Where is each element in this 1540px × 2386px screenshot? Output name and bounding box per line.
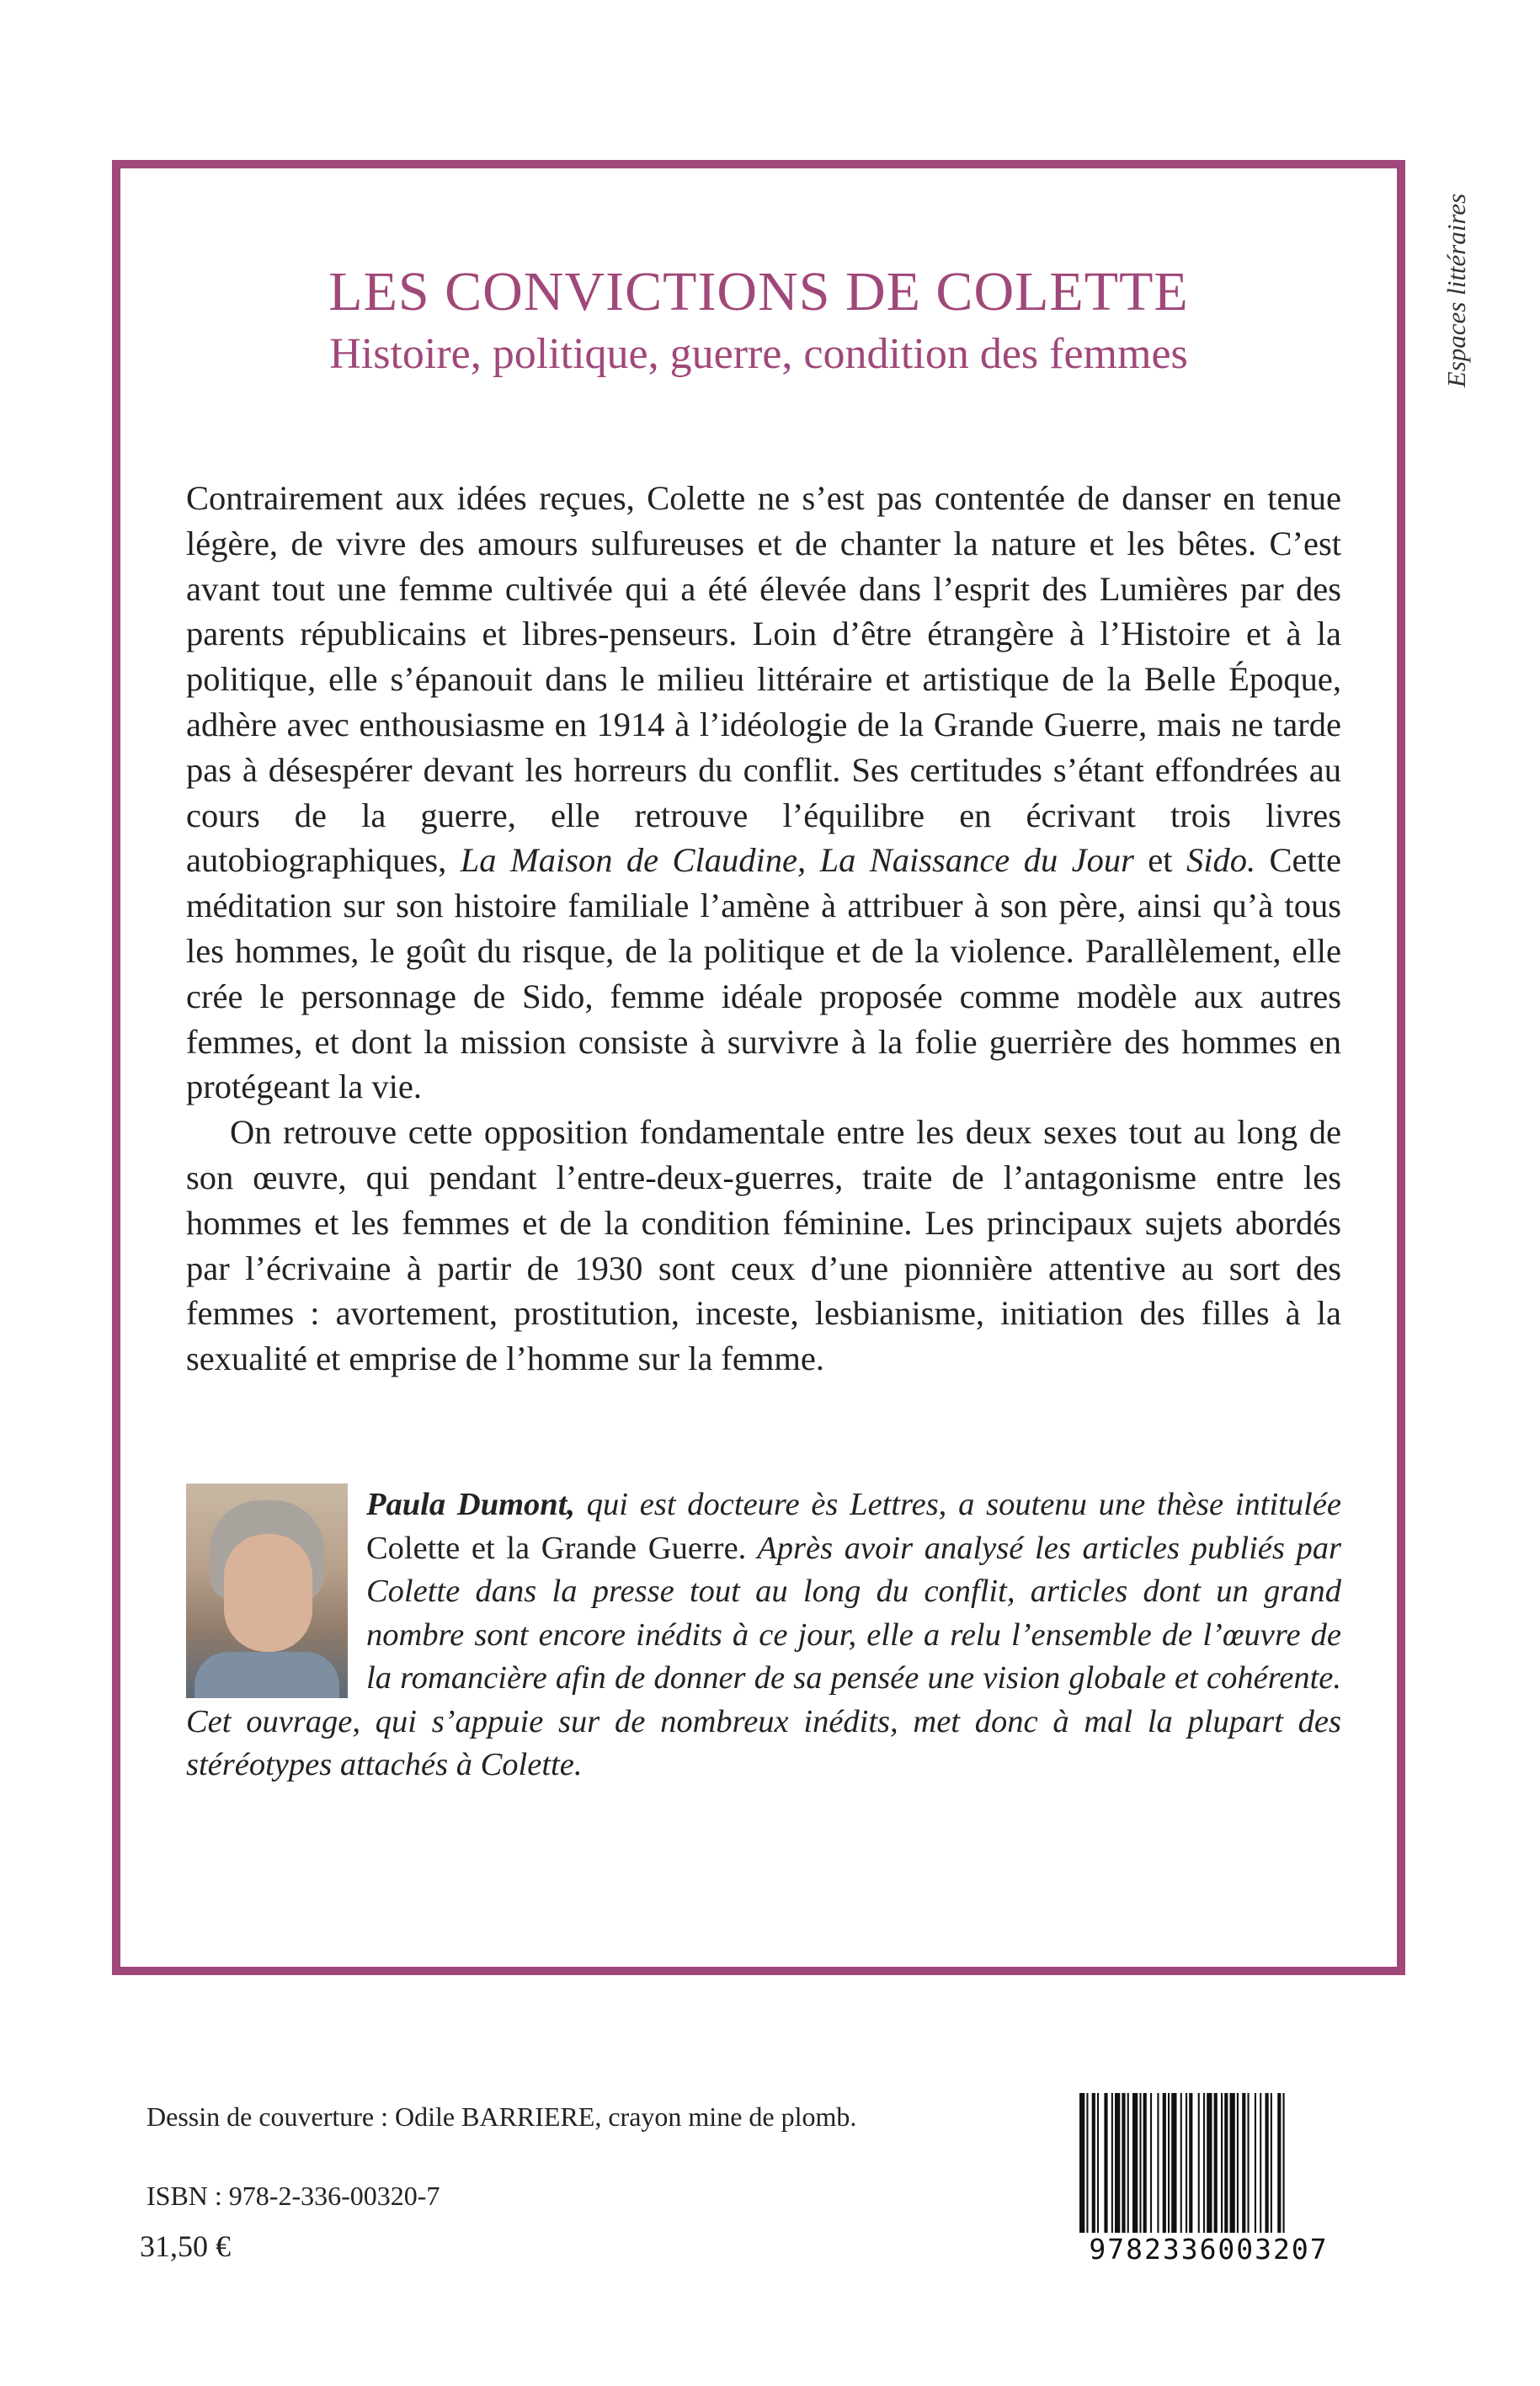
author-text: qui est docteure ès Lettres, a soutenu une thèse intitulée (575, 1487, 1342, 1522)
blurb-paragraph-1 (186, 476, 1341, 1110)
barcode-bar (1132, 2093, 1138, 2234)
barcode-bar (1186, 2093, 1187, 2234)
author-name: Paula Dumont, (366, 1487, 576, 1522)
barcode (1076, 2093, 1341, 2271)
barcode-bar (1122, 2093, 1125, 2234)
book-titles: La Maison de Claudine, La Naissance du Jour (460, 841, 1134, 880)
book-title-sido: Sido. (1186, 841, 1256, 880)
blurb (186, 476, 1341, 1382)
barcode-bar (1242, 2093, 1245, 2234)
barcode-bar (1198, 2093, 1200, 2234)
spine-series-label (1431, 160, 1482, 421)
price: 31,50 € (140, 2229, 231, 2263)
cover-credit: Dessin de couverture : Odile BARRIERE, crayon mine de plomb. (147, 2101, 857, 2132)
barcode-bar (1115, 2093, 1120, 2234)
author-photo (186, 1483, 348, 1698)
barcode-bar (1214, 2093, 1218, 2234)
barcode-bar (1207, 2093, 1212, 2234)
barcode-bar (1180, 2093, 1182, 2234)
barcode-bar (1224, 2093, 1228, 2234)
barcode-bar (1143, 2093, 1147, 2234)
barcode-bar (1271, 2093, 1272, 2234)
book-subtitle: Histoire, politique, guerre, condition des femmes (329, 330, 1188, 378)
author-bio (186, 1483, 1341, 1787)
blurb-text: Cette méditation sur son histoire familiale l’amène à attribuer à son père, ainsi qu’à tous les hommes, le goût du risque, de la politique et de la violence. Parallèlement, elle crée le personnage de Sido, femme idéale proposée comme modèle aux autres femmes, et dont la mission consiste à survivre à la folie guerrière des hommes en protégeant la vie. (186, 841, 1342, 1106)
barcode-bar (1092, 2093, 1095, 2234)
barcode-bar (1203, 2093, 1205, 2234)
barcode-bar (1097, 2093, 1099, 2234)
blurb-text: Contrairement aux idées reçues, Colette ne s’est pas contentée de danser en tenue légère, de vivre des amours sulfureuses et de chanter la nature et les bêtes. C’est avant tout une femme cultivée qui a été élevée dans l’esprit des Lumières par des parents républicains et libres-penseurs. Loin d’être étrangère à l’Histoire et à la politique, elle s’épanouit dans le milieu littéraire et artistique de la Belle Époque, adhère avec enthousiasme en 1914 à l’idéologie de la Grande Guerre, mais ne tarde pas à désespérer devant les horreurs du conflit. Ses certitudes s’étant effondrées au cours de la guerre, elle retrouve l’équilibre en écrivant trois livres autobiographiques, (186, 479, 1341, 880)
barcode-bar (1171, 2093, 1176, 2234)
barcode-bar (1237, 2093, 1239, 2234)
cover-frame (112, 160, 1405, 1975)
barcode-bar (1168, 2093, 1170, 2234)
barcode-bar (1086, 2093, 1088, 2234)
barcode-bar (1248, 2093, 1250, 2234)
barcode-bar (1221, 2093, 1223, 2234)
author-text: Après avoir analysé les articles publiés par Colette dans la presse tout au long du conflit, articles dont un grand nombre sont encore inédits à ce jour, elle a relu l’ensemble de l’œuvre de la romancière afin de donner de sa pensée une vision globale et cohérente. Cet ouvrage, qui s’appuie sur de nombreux inédits, met donc à mal la plupart des stéréotypes attachés à Colette. (186, 1530, 1342, 1782)
blurb-paragraph-2: On retrouve cette opposition fondamentale entre les deux sexes tout au long de son œuvre, qui pendant l’entre-deux-guerres, traite de l’antagonisme entre les hommes et les femmes et de la condition féminine. Les principaux sujets abordés par l’écrivaine à partir de 1930 sont ceux d’une pionnière attentive au sort des femmes : avortement, prostitution, inceste, lesbianisme, initiation des filles à la sexualité et emprise de l’homme sur la femme. (186, 1113, 1341, 1378)
blurb-text: et (1133, 841, 1186, 880)
barcode-bar (1266, 2093, 1269, 2234)
isbn: ISBN : 978-2-336-00320-7 (147, 2181, 440, 2211)
barcode-bar (1104, 2093, 1107, 2234)
barcode-bar (1079, 2093, 1084, 2234)
book-title: LES CONVICTIONS DE COLETTE (328, 261, 1189, 322)
thesis-title: Colette et la Grande Guerre. (366, 1530, 747, 1566)
barcode-bar (1150, 2093, 1152, 2234)
barcode-bar (1189, 2093, 1192, 2234)
barcode-bar (1139, 2093, 1141, 2234)
barcode-digits: 9782336003207 (1076, 2233, 1341, 2266)
barcode-bar (1277, 2093, 1281, 2234)
barcode-bar (1111, 2093, 1113, 2234)
barcode-bar (1163, 2093, 1166, 2234)
barcode-bar (1283, 2093, 1285, 2234)
barcode-bar (1255, 2093, 1256, 2234)
series-name: Espaces littéraires (1441, 193, 1471, 388)
barcode-bar (1230, 2093, 1235, 2234)
barcode-bar (1260, 2093, 1261, 2234)
barcode-bar (1157, 2093, 1159, 2234)
barcode-bar (1127, 2093, 1129, 2234)
